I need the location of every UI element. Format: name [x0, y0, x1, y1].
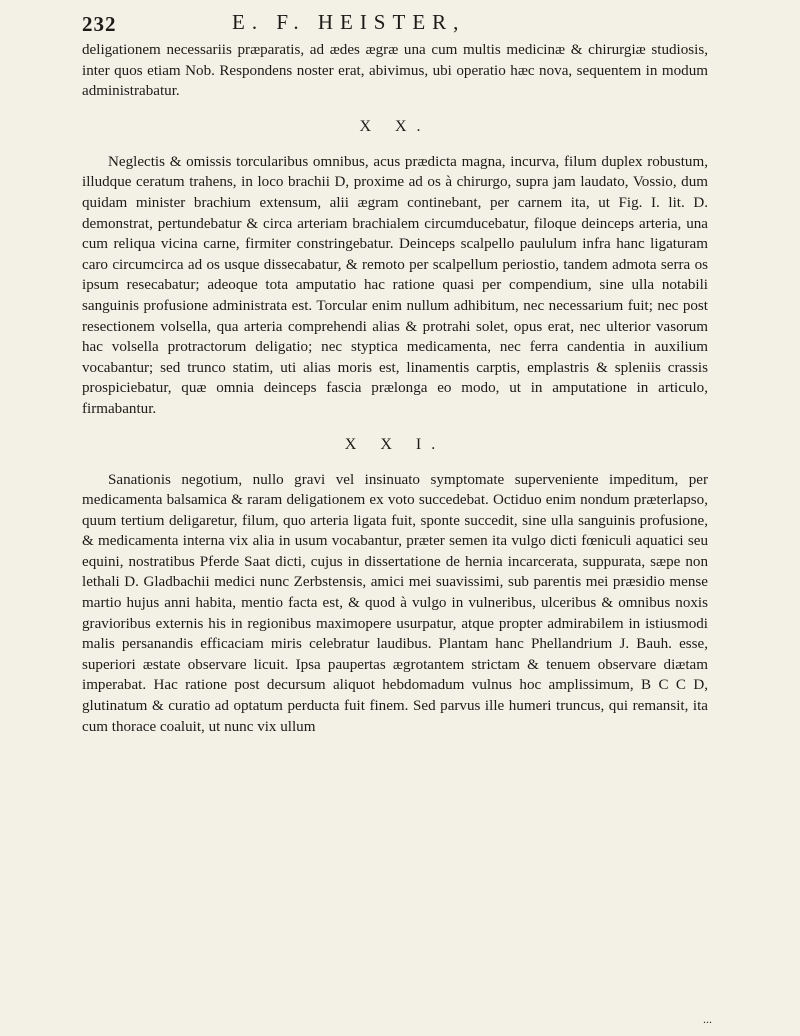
running-head: E. F. HEISTER,	[232, 10, 466, 34]
page-header	[82, 8, 722, 38]
section-heading-xxi: X X I.	[344, 435, 446, 453]
section-xxi-paragraph: Sanationis negotium, nullo gravi vel insinuato symptomate superveniente impeditum, per medicamenta balsamica & raram deligationem ex voto succedebat. Octiduo enim nondum præterlapso, quum tertium deligaretur, filum, quo arteria ligata fuit, sponte succedit, sine ulla sanguinis profusione, & medicamenta interna vix alia in usum vocabantur, præter semen ita vulgo dicti fœniculi aquatici seu equini, nostratibus Pferde Saat dicti, cujus in dissertatione de hernia incarcerata, suppurata, sæpe non lethali D. Gladbachii medici nunc Zerbstensis, amici mei suavissimi, sub parentis mei præsidio mense martio hujus anni habita, mentio facta est, & quod à vulgo in vulneribus, ulceribus & omnibus noxis gravioribus externis his in regionibus maximopere usurpatur, atque propter admirabilem in istiusmodi malis persanandis efficaciam miris celebratur laudibus. Plantam hanc Phellandrium J. Bauh. esse, superiori æstate observare licuit. Ipsa paupertas ægrotantem strictam & tenuem observare diætam imperabat. Hac ratione post decursum aliquot hebdomadum vulnus hoc amplissimum, B C C D, glutinatum & curatio ad optatum perducta fuit finem. Sed parvus ille humeri truncus, qui remansit, ita cum thorace coaluit, ut nunc vix ullum	[82, 471, 708, 735]
catchword: ...	[703, 1012, 712, 1026]
intro-paragraph: deligationem necessariis præparatis, ad ædes ægræ una cum multis medicinæ & chirurgiæ studiosis, inter quos etiam Nob. Respondens noster erat, abivimus, ubi operatio hæc nova, sequentem in modum administrabatur.	[82, 42, 708, 100]
section-heading-xx: X X.	[359, 117, 431, 135]
body-text	[82, 40, 708, 737]
page-number: 232	[82, 12, 117, 36]
section-xx-paragraph: Neglectis & omissis torcularibus omnibus, acus prædicta magna, incurva, filum duplex robustum, illudque ceratum trahens, in loco brachii D, proxime ad os à chirurgo, supra jam laudato, Vossio, dum quidam minister brachium extensum, alii ægram continebant, per carnem ita, ut Fig. I. lit. D. demonstrat, pertundebatur & circa arteriam brachialem circumducebatur, filoque deinceps arteria, una cum reliqua vicina carne, firmiter constringebatur. Deinceps scalpello paululum infra hanc ligaturam caro circumcirca ad os usque dissecabatur, & remoto per scalpellum periostio, tandem admota serra os ipsum resecabatur; adeoque tota amputatio hac ratione quasi per compendium, sine ulla notabili sanguinis profusione administrata est. Torcular enim nullum adhibitum, nec necessarium fuit; nec post resectionem volsella, qua arteria comprehendi alias & protrahi solet, opus erat, nec ulterior vasorum hac volsella protractorum deligatio; nec styptica medicamenta, nec ferra candentia in auxilium vocabantur; sed trunco statim, uti alias moris est, linamentis carptis, emplastris & spleniis crassis prospiciebatur, quæ omnia deinceps fascia prælonga eo modo, ut in amputatione in articulo, firmabantur.	[82, 153, 708, 417]
